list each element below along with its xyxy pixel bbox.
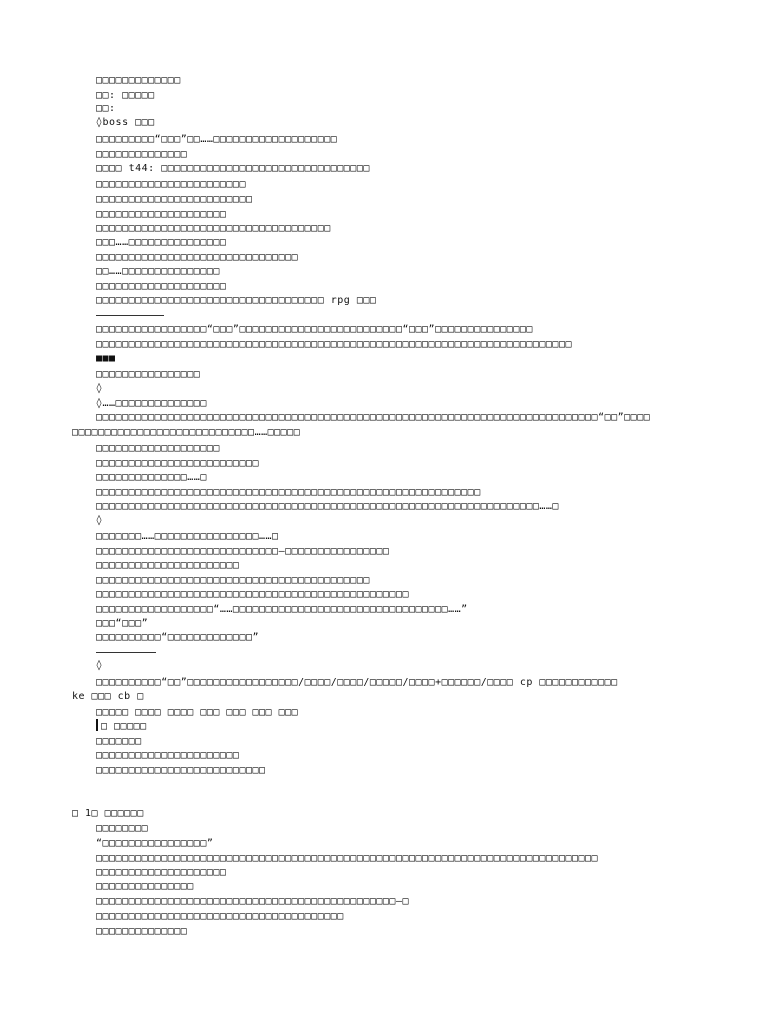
text-line: □□□□□ □□□□ □□□□ □□□ □□□ □□□ □□□ (96, 707, 299, 718)
text-line: □□□□□□□□□□□□□□□ (96, 881, 194, 892)
text-line: □□□□□□□□□□□□□□□□□□□□□□□□□□□□……□□□□□ (72, 427, 301, 438)
text-line: □□□□□□□□□□□□□□□□□□□□□□□□□□□□□□□□□□□□□□□□□□ (96, 575, 370, 586)
text-line: □□□□□□□□□□□□□ (96, 75, 181, 86)
text-line: □□□□□□□□□□□□□□□□□□“……□□□□□□□□□□□□□□□□□□□□□□□□□□□□□□□□□……” (96, 604, 468, 615)
text-line: □□□□□□□□□□□□□□□□□□□□□□□□□□□□□□□□□□□ rpg □□□ (96, 295, 377, 306)
text-line: □□□□□□□□□□□□□□ (96, 149, 188, 160)
text-line: ■■■ (96, 353, 116, 364)
text-line: □□□□□□□□□□□□□□□□□□□□□□ (96, 560, 240, 571)
text-line-content: □ □□□□□ (101, 721, 147, 732)
text-line: □□□□□□□□□□□□□□□□□□□□□□□□□□□□□□□□□□□□□□□□□□□□□□—□ (96, 896, 409, 907)
text-line: □□□□□□□□□□□□□□□□□□□□□□□ (96, 179, 246, 190)
text-line: ke □□□ cb □ (72, 691, 144, 702)
text-line: □□□□□□□□□□□□□□□□□□□□□□□□□□□□□□□□□□□□□□ (96, 911, 344, 922)
text-line: □□□□□□□□□□□□□□□□□□□□□□□□□□ (96, 765, 266, 776)
text-line: □□: □□□□□ (96, 90, 155, 101)
text-line: □□□□□□□□□□□□□□□□□“□□□”□□□□□□□□□□□□□□□□□□□□□□□□□“□□□”□□□□□□□□□□□□□□□ (96, 324, 533, 335)
text-line: ◊……□□□□□□□□□□□□□□ (96, 398, 207, 409)
text-cursor (96, 719, 98, 731)
text-line: □□□□□□□□□□□□□□□□□□□□ (96, 209, 227, 220)
text-line: □□□□□□□ (96, 736, 142, 747)
text-line: □□□□□□□□□□□□□□□□□□□□□□□□□□□□□□□ (96, 252, 299, 263)
text-line: □□□□□□□□□□□□□□□□□□□□□□□□□□□□□□□□□□□□□□□□□□□□□□□□□□□□□□□□□□□□□□□□□□□□□□□□□□□□□“□□”□□□□ (96, 412, 651, 423)
text-line: □□□□□□□□□□□□□□□□□□□□□□□□□□□□□□□□□□□□ (96, 223, 331, 234)
text-line: □□□□□□□□□□□□□□□□□□□□□□□□□ (96, 458, 260, 469)
text-line: ◊ (96, 515, 103, 526)
text-line: “□□□□□□□□□□□□□□□□” (96, 838, 214, 849)
text-line: □□□□□□□□□□□□□□□□□□□□□□ (96, 750, 240, 761)
text-line: □□□□ t44: □□□□□□□□□□□□□□□□□□□□□□□□□□□□□□□□ (96, 163, 370, 174)
text-line: □□……□□□□□□□□□□□□□□□ (96, 266, 220, 277)
text-line: □□□□□□□□□“□□□”□□……□□□□□□□□□□□□□□□□□□□ (96, 134, 338, 145)
text-line: □□□□□□□□□□□□□□□□□□□ (96, 443, 220, 454)
text-line: □□□……□□□□□□□□□□□□□□□ (96, 237, 227, 248)
text-line: □□: (96, 103, 116, 114)
text-line: □□□□□□□□□□□□□□□□□□□□□□□□□□□□□□□□□□□□□□□□□□□□□□□□ (96, 589, 409, 600)
text-line: □□□□□□□□□□□□□□……□ (96, 472, 207, 483)
text-line: ◊ (96, 660, 103, 671)
text-line: □□□□□□□□□□□□□□□□□□□□□□□□□□□□□□□□□□□□□□□□□□□□□□□□□□□□□□□□□□□□□□□□□□□□□□□□□□□□□ (96, 853, 599, 864)
text-line: □□□□□□□□□□□□□□□□□□□□□□□□□□□□□□□□□□□□□□□□□□□□□□□□□□□□□□□□□□□□□□□□□□□□……□ (96, 501, 559, 512)
text-line: □□□□□□□□□□□□□□□□□□□□□□□□□□□□□□□□□□□□□□□□□□□□□□□□□□□□□□□□□□□□□□□□□□□□□□□□□ (96, 339, 572, 350)
text-line: □□□□□□□□ (96, 823, 149, 834)
text-line: □□□“□□□” (96, 618, 149, 629)
text-line: □□□□□□□□□□“□□□□□□□□□□□□□” (96, 632, 260, 643)
text-line (96, 719, 147, 733)
text-line: □□□□□□□□□□□□□□□□□□□□ (96, 867, 227, 878)
text-line: □□□□□□□□□□□□□□ (96, 926, 188, 937)
text-line: □□□□□□□□□□□□□□□□□□□□□□□□□□□□—□□□□□□□□□□□□□□□□ (96, 546, 390, 557)
text-line: □□□□□□□……□□□□□□□□□□□□□□□□……□ (96, 531, 279, 542)
text-line: ◊ (96, 383, 103, 394)
chapter-heading: □ 1□ □□□□□□ (72, 808, 144, 819)
text-line: ◊boss □□□ (96, 117, 155, 128)
text-line: □□□□□□□□□□□□□□□□□□□□□□□□□□□□□□□□□□□□□□□□□□□□□□□□□□□□□□□□□□□ (96, 487, 481, 498)
text-line: □□□□□□□□□□“□□”□□□□□□□□□□□□□□□□□/□□□□/□□□□/□□□□□/□□□□+□□□□□□/□□□□ cp □□□□□□□□□□□□ (96, 677, 618, 688)
text-line: □□□□□□□□□□□□□□□□□□□□ (96, 281, 227, 292)
text-line: □□□□□□□□□□□□□□□□ (96, 369, 201, 380)
section-divider (96, 652, 156, 653)
text-line: □□□□□□□□□□□□□□□□□□□□□□□□ (96, 194, 253, 205)
section-divider (96, 315, 164, 316)
